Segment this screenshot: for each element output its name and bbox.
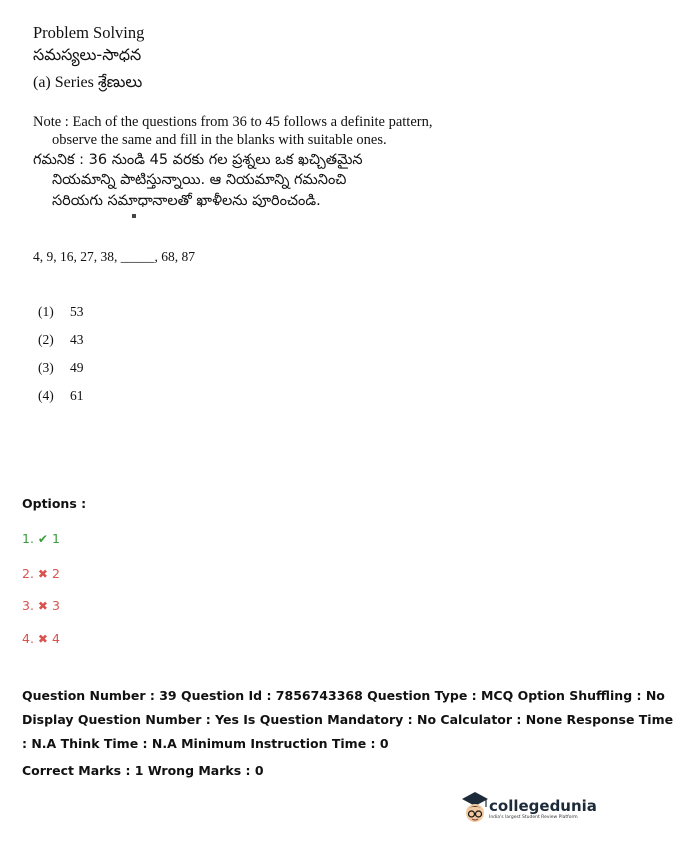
choice-number: (3) bbox=[38, 360, 54, 375]
option-4 bbox=[22, 631, 60, 646]
option-number: 3. bbox=[22, 598, 34, 613]
option-3 bbox=[22, 598, 60, 613]
cross-icon: ✖ bbox=[37, 599, 48, 613]
option-number: 1. bbox=[22, 531, 34, 546]
page-title: Problem Solving bbox=[33, 23, 145, 42]
note-en-line-2: observe the same and fill in the blanks with suitable ones. bbox=[52, 132, 387, 148]
note-en-line-1: Note : Each of the questions from 36 to 45 follows a definite pattern, bbox=[33, 114, 433, 130]
option-value: 3 bbox=[51, 598, 60, 613]
cropped-line-fragment bbox=[52, 214, 212, 219]
choice-value: 61 bbox=[70, 388, 84, 403]
option-value: 1 bbox=[51, 531, 60, 546]
choice-3 bbox=[38, 360, 84, 376]
section-title: (a) Series శ్రేణులు bbox=[33, 74, 143, 91]
cross-icon: ✖ bbox=[37, 567, 48, 581]
choice-4 bbox=[38, 388, 84, 404]
marks-line: Correct Marks : 1 Wrong Marks : 0 bbox=[22, 763, 264, 778]
meta-line-3: : N.A Think Time : N.A Minimum Instruction Time : 0 bbox=[22, 736, 389, 751]
meta-line-2: Display Question Number : Yes Is Question Mandatory : No Calculator : None Response Time bbox=[22, 712, 673, 727]
option-number: 2. bbox=[22, 566, 34, 581]
choice-number: (1) bbox=[38, 304, 54, 319]
option-number: 4. bbox=[22, 631, 34, 646]
page-title-telugu: సమస్యలు-సాధన bbox=[33, 45, 142, 64]
option-value: 2 bbox=[51, 566, 60, 581]
check-icon: ✔ bbox=[37, 532, 48, 546]
cross-icon: ✖ bbox=[37, 632, 48, 646]
option-1 bbox=[22, 531, 60, 546]
choice-value: 53 bbox=[70, 304, 84, 319]
brand-name: collegedunia bbox=[489, 797, 597, 815]
choice-number: (2) bbox=[38, 332, 54, 347]
choice-1 bbox=[38, 304, 84, 320]
options-label: Options : bbox=[22, 496, 87, 511]
note-te-line-3: సరియగు సమాధానాలతో ఖాళీలను పూరించండి. bbox=[52, 193, 321, 209]
meta-line-1: Question Number : 39 Question Id : 7856743368 Question Type : MCQ Option Shuffling : No bbox=[22, 688, 665, 703]
note-te-line-1: గమనిక : 36 నుండి 45 వరకు గల ప్రశ్నలు ఒక ఖచ్చితమైన bbox=[33, 152, 363, 168]
question-series: 4, 9, 16, 27, 38, _____, 68, 87 bbox=[33, 249, 195, 264]
choice-value: 43 bbox=[70, 332, 84, 347]
brand-tagline: India's largest Student Review Platform bbox=[489, 815, 578, 820]
option-value: 4 bbox=[51, 631, 60, 646]
choice-number: (4) bbox=[38, 388, 54, 403]
choice-value: 49 bbox=[70, 360, 84, 375]
note-te-line-2: నియమాన్ని పాటిస్తున్నాయి. ఆ నియమాన్ని గమనించి bbox=[52, 172, 347, 188]
choice-2 bbox=[38, 332, 84, 348]
option-2 bbox=[22, 566, 60, 581]
